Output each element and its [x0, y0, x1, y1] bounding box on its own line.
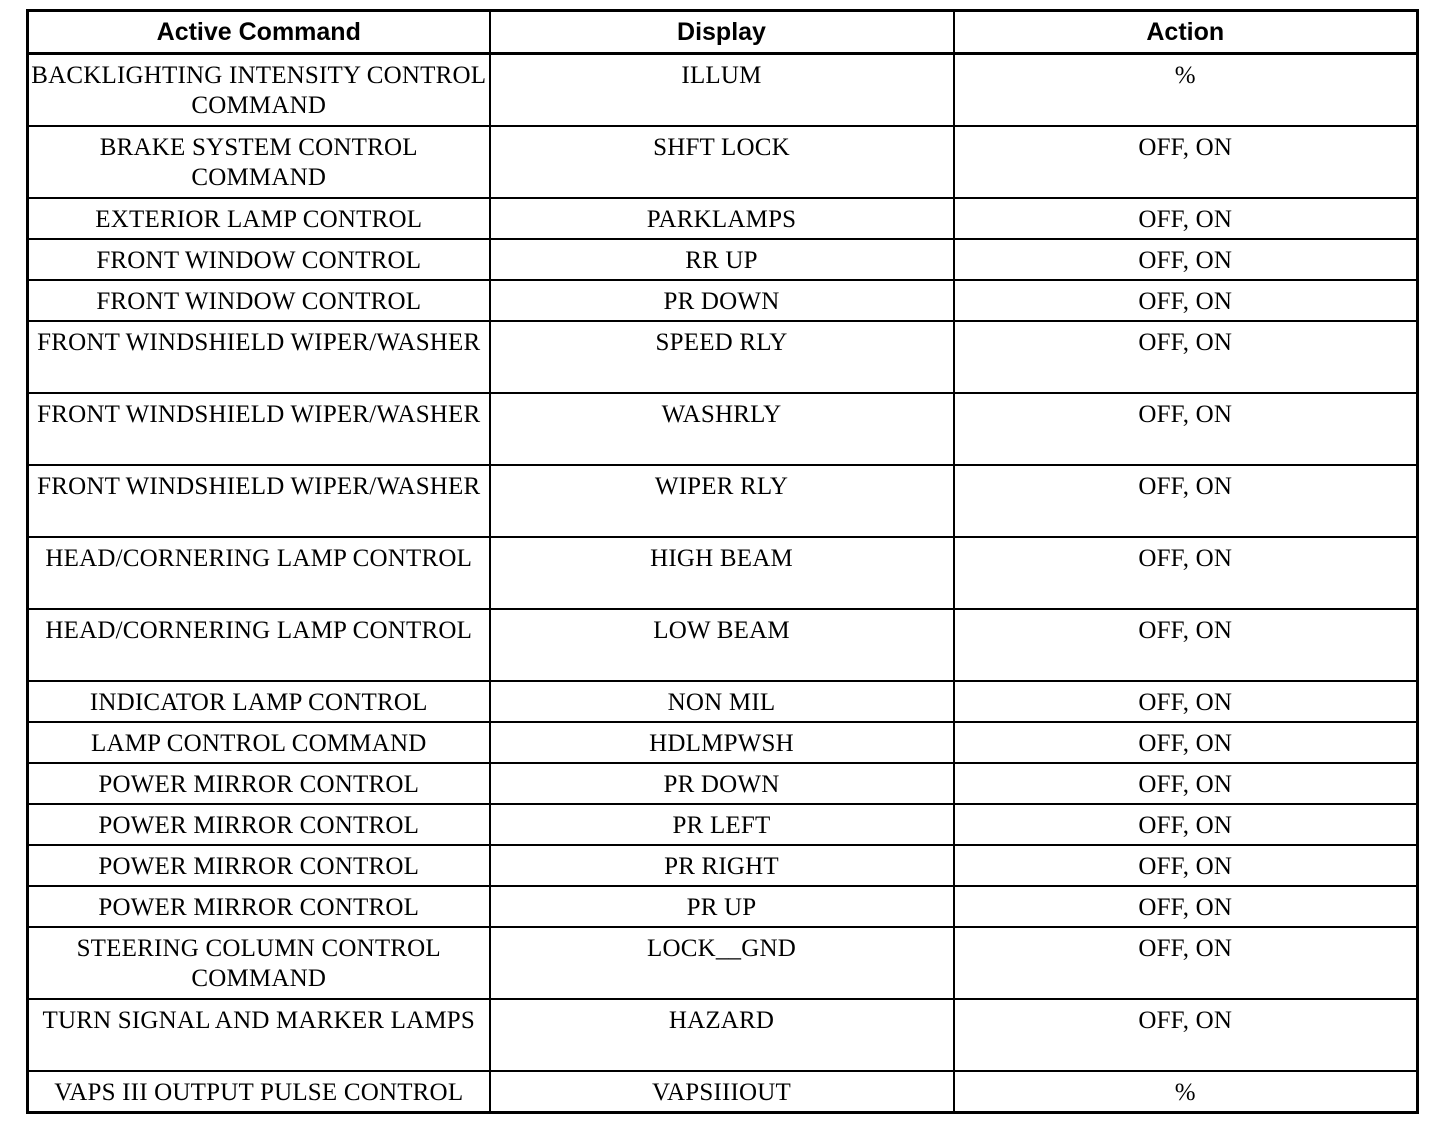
display-cell: WIPER RLY [490, 465, 954, 537]
table-row [28, 54, 1418, 127]
action-cell: OFF, ON [954, 927, 1418, 999]
table-row [28, 681, 1418, 722]
table-row [28, 845, 1418, 886]
display-cell: VAPSIIIOUT [490, 1071, 954, 1113]
table-row [28, 126, 1418, 198]
active-command-cell: BRAKE SYSTEM CONTROL COMMAND [28, 126, 490, 198]
active-command-table [26, 9, 1419, 1114]
display-cell: SPEED RLY [490, 321, 954, 393]
display-cell: PR UP [490, 886, 954, 927]
display-cell: PARKLAMPS [490, 198, 954, 239]
action-cell: OFF, ON [954, 126, 1418, 198]
display-cell: LOW BEAM [490, 609, 954, 681]
table-row [28, 537, 1418, 609]
display-cell: NON MIL [490, 681, 954, 722]
display-cell: ILLUM [490, 54, 954, 127]
active-command-cell: STEERING COLUMN CONTROL COMMAND [28, 927, 490, 999]
action-cell: OFF, ON [954, 845, 1418, 886]
action-cell: OFF, ON [954, 321, 1418, 393]
table-row [28, 609, 1418, 681]
display-cell: WASHRLY [490, 393, 954, 465]
display-cell: PR RIGHT [490, 845, 954, 886]
action-cell: OFF, ON [954, 999, 1418, 1071]
display-cell: LOCK__GND [490, 927, 954, 999]
active-command-cell: HEAD/CORNERING LAMP CONTROL [28, 609, 490, 681]
display-cell: RR UP [490, 239, 954, 280]
table-row [28, 198, 1418, 239]
display-cell: SHFT LOCK [490, 126, 954, 198]
table-row [28, 886, 1418, 927]
table-header-row [28, 11, 1418, 54]
active-command-cell: POWER MIRROR CONTROL [28, 804, 490, 845]
header-action: Action [954, 11, 1418, 54]
table-row [28, 393, 1418, 465]
action-cell: OFF, ON [954, 465, 1418, 537]
active-command-cell: HEAD/CORNERING LAMP CONTROL [28, 537, 490, 609]
action-cell: OFF, ON [954, 681, 1418, 722]
action-cell: OFF, ON [954, 609, 1418, 681]
display-cell: PR LEFT [490, 804, 954, 845]
display-cell: PR DOWN [490, 763, 954, 804]
active-command-cell: POWER MIRROR CONTROL [28, 845, 490, 886]
table-body [28, 54, 1418, 1113]
table-row [28, 763, 1418, 804]
action-cell: % [954, 54, 1418, 127]
active-command-cell: VAPS III OUTPUT PULSE CONTROL [28, 1071, 490, 1113]
header-display: Display [490, 11, 954, 54]
action-cell: OFF, ON [954, 393, 1418, 465]
active-command-cell: POWER MIRROR CONTROL [28, 886, 490, 927]
action-cell: OFF, ON [954, 198, 1418, 239]
active-command-cell: POWER MIRROR CONTROL [28, 763, 490, 804]
table-row [28, 321, 1418, 393]
action-cell: OFF, ON [954, 280, 1418, 321]
table-row [28, 280, 1418, 321]
action-cell: OFF, ON [954, 763, 1418, 804]
table-row [28, 239, 1418, 280]
action-cell: OFF, ON [954, 886, 1418, 927]
header-active-command: Active Command [28, 11, 490, 54]
active-command-cell: FRONT WINDSHIELD WIPER/WASHER [28, 465, 490, 537]
active-command-cell: EXTERIOR LAMP CONTROL [28, 198, 490, 239]
active-command-cell: FRONT WINDOW CONTROL [28, 239, 490, 280]
action-cell: OFF, ON [954, 537, 1418, 609]
active-command-cell: TURN SIGNAL AND MARKER LAMPS [28, 999, 490, 1071]
table-row [28, 927, 1418, 999]
active-command-cell: FRONT WINDSHIELD WIPER/WASHER [28, 393, 490, 465]
display-cell: HAZARD [490, 999, 954, 1071]
active-command-cell: FRONT WINDOW CONTROL [28, 280, 490, 321]
table-row [28, 1071, 1418, 1113]
action-cell: OFF, ON [954, 804, 1418, 845]
table-row [28, 999, 1418, 1071]
active-command-cell: INDICATOR LAMP CONTROL [28, 681, 490, 722]
table-row [28, 465, 1418, 537]
display-cell: HIGH BEAM [490, 537, 954, 609]
action-cell: OFF, ON [954, 722, 1418, 763]
active-command-cell: LAMP CONTROL COMMAND [28, 722, 490, 763]
action-cell: % [954, 1071, 1418, 1113]
display-cell: HDLMPWSH [490, 722, 954, 763]
table-row [28, 722, 1418, 763]
active-command-cell: BACKLIGHTING INTENSITY CONTROL COMMAND [28, 54, 490, 127]
display-cell: PR DOWN [490, 280, 954, 321]
active-command-cell: FRONT WINDSHIELD WIPER/WASHER [28, 321, 490, 393]
action-cell: OFF, ON [954, 239, 1418, 280]
table-row [28, 804, 1418, 845]
